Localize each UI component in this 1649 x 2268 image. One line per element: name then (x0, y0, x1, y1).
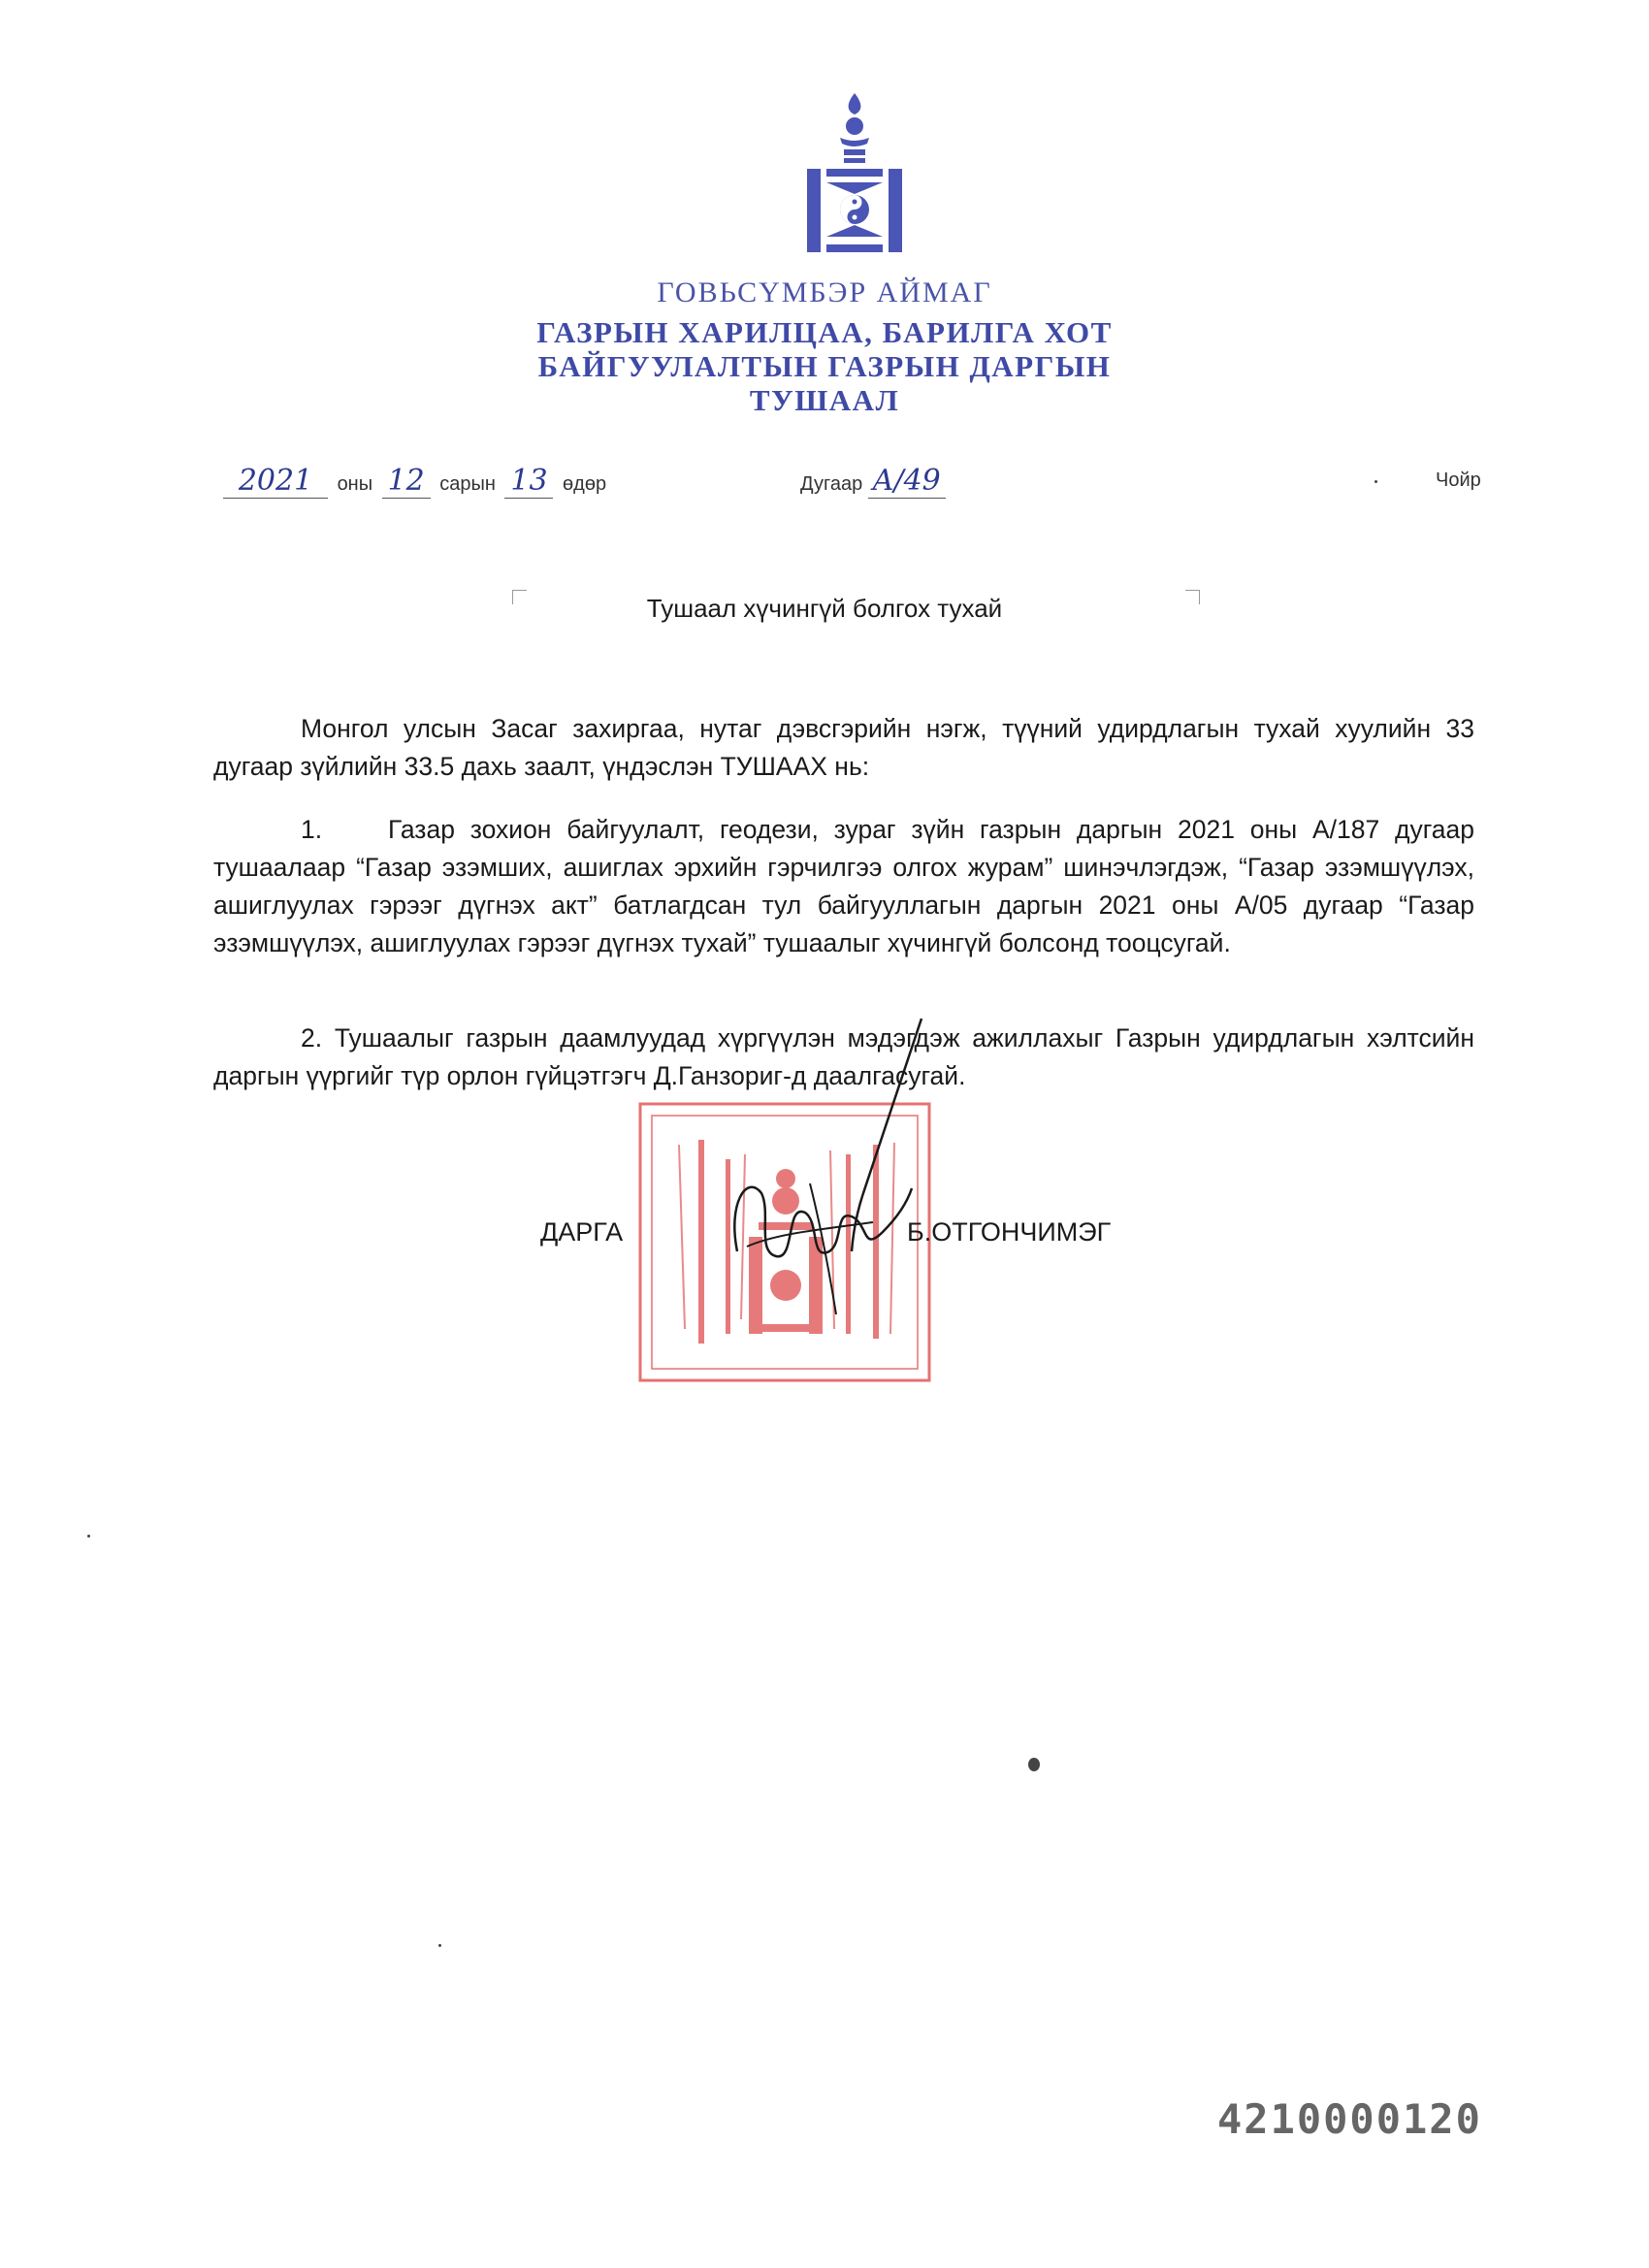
signatory-position: ДАРГА (540, 1217, 624, 1247)
scan-speck (1028, 1758, 1040, 1771)
document-title: Тушаал хүчингүй болгох тухай (646, 594, 1003, 623)
order-item-1 (213, 811, 1474, 962)
handwritten-signature (718, 1009, 951, 1319)
scan-speck (87, 1535, 90, 1538)
number-handwritten: A/49 (868, 464, 946, 499)
issuing-office (0, 315, 1649, 417)
document-type: ТУШААЛ (749, 383, 900, 417)
date-line (223, 464, 610, 499)
scan-speck (438, 1944, 441, 1947)
signatory-name: Б.ОТГОНЧИМЭГ (907, 1217, 1112, 1247)
place-name: Чойр (1436, 470, 1481, 491)
province-name: ГОВЬСҮМБЭР АЙМАГ (657, 276, 992, 308)
day-handwritten: 13 (504, 464, 553, 499)
item-1-text: Газар зохион байгуулалт, геодези, зураг зүйн газрын даргын 2021 оны А/187 дугаар тушаалаар “Газар эзэмших, ашиглах эрхийн гэрчилгээ олгох журам” шинэчлэгдэж, “Газар эзэмшүүлэх, ашиглуулах гэрээг дүгнэх акт” батлагдсан тул байгууллагын даргын 2021 оны А/05 дугаар “Газар эзэмшүүлэх, ашиглуулах гэрээг дүгнэх тухай” тушаалыг хүчингүй болсонд тооцсугай. (213, 815, 1474, 957)
office-line-2: БАЙГУУЛАЛТЫН ГАЗРЫН ДАРГЫН (537, 349, 1112, 383)
item-2-text: 2. Тушаалыг газрын даамлуудад хүргүүлэн мэдэгдэж ажиллахыг Газрын удирдлагын хэлтсийн даргын үүргийг түр орлон гүйцэтгэгч Д.Ганзориг-д даалгасугай. (213, 1023, 1474, 1090)
year-label: оны (337, 473, 373, 495)
office-line-1: ГАЗРЫН ХАРИЛЦАА, БАРИЛГА ХОТ (536, 315, 1113, 349)
preamble-paragraph (213, 710, 1474, 786)
preamble-text: Монгол улсын Засаг захиргаа, нутаг дэвсгэрийн нэгж, түүний удирдлагын тухай хуулийн 33 дугаар зүйлийн 33.5 дахь заалт, үндэслэн ТУШААХ нь: (213, 714, 1474, 781)
scan-speck (1374, 480, 1377, 483)
day-label: өдөр (563, 473, 607, 495)
number-label: Дугаар (800, 473, 863, 495)
month-label: сарын (439, 473, 496, 495)
serial-number: 4210000120 (1217, 2095, 1482, 2143)
soyombo-emblem-icon (801, 89, 908, 254)
number-field (800, 464, 946, 499)
year-handwritten: 2021 (223, 464, 328, 499)
month-handwritten: 12 (382, 464, 431, 499)
item-1-number: 1. (301, 815, 323, 844)
